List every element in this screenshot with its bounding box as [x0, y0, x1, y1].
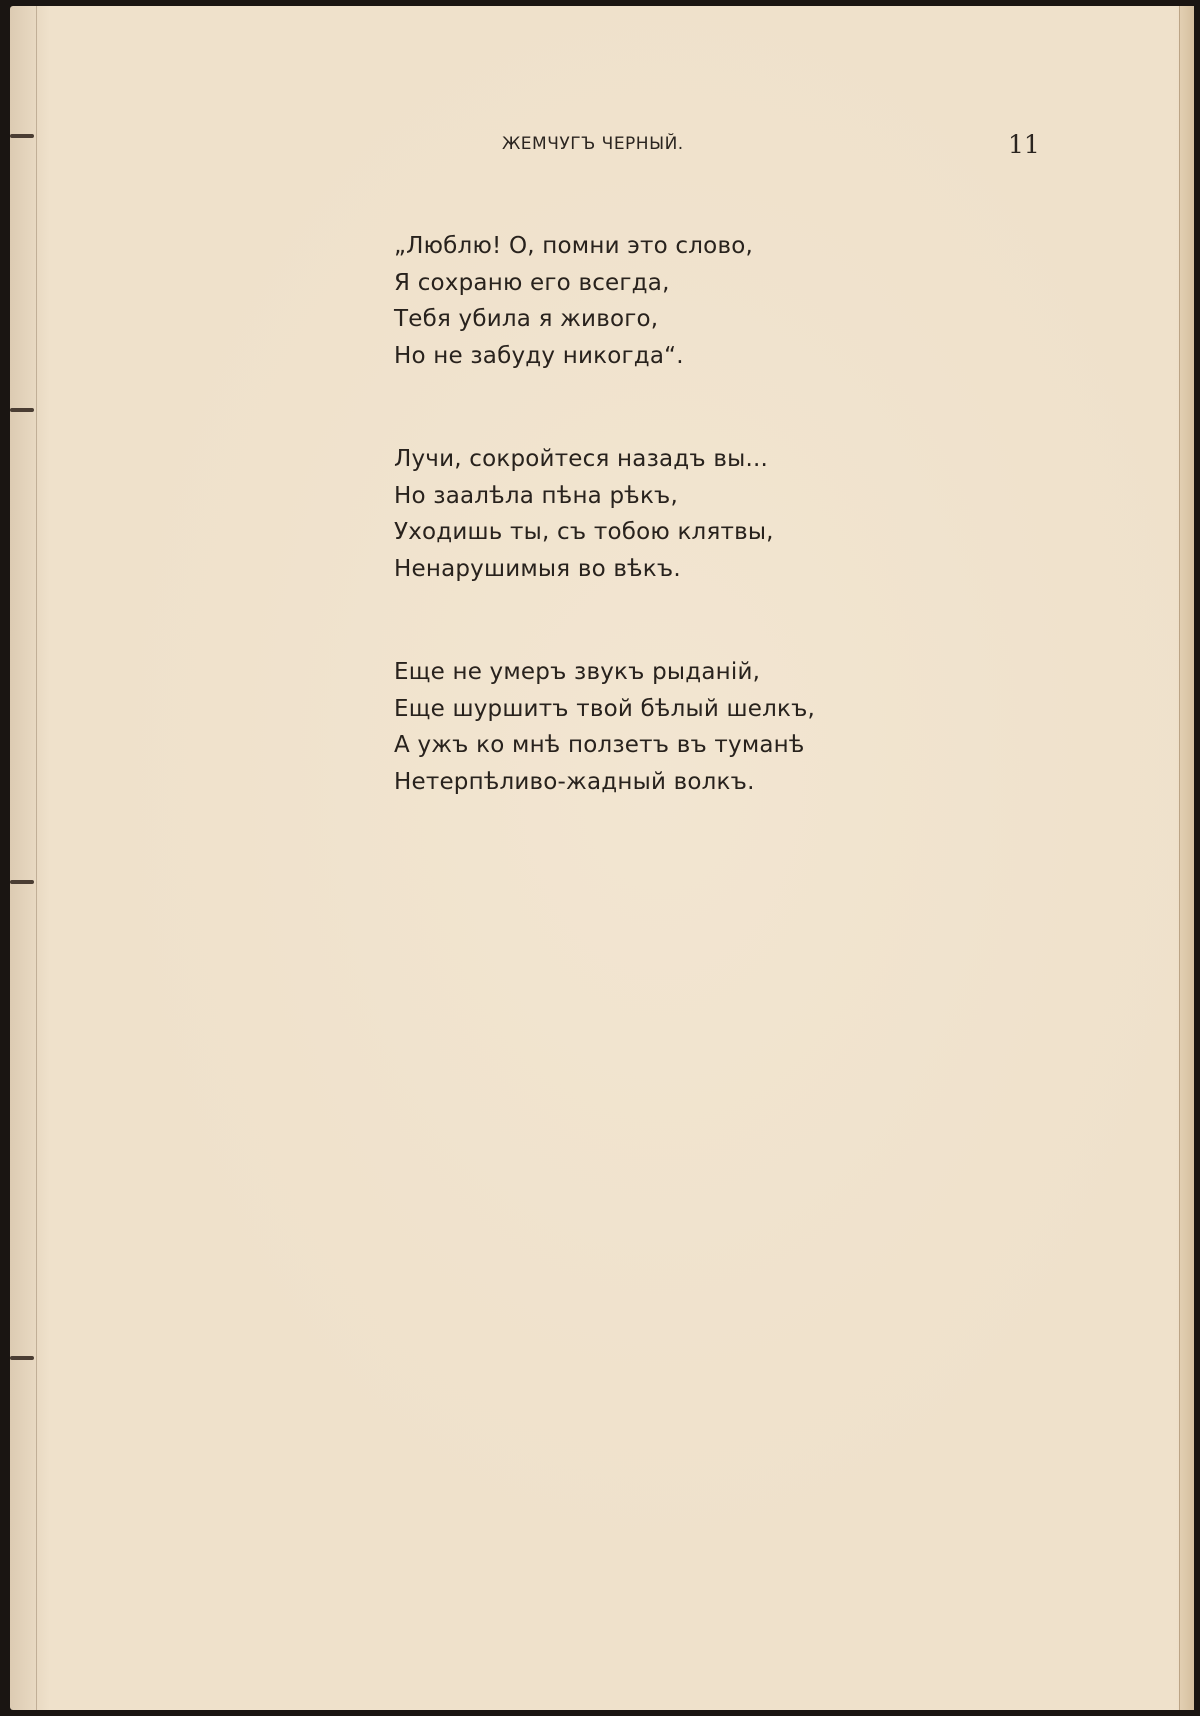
binding-stitch — [10, 880, 34, 884]
verse-line: Еще не умеръ звукъ рыданій, — [394, 659, 761, 685]
page-header — [10, 130, 1194, 164]
binding-spine — [10, 6, 37, 1710]
verse-line: Лучи, сокройтеся назадъ вы... — [394, 446, 769, 472]
stanza — [394, 654, 954, 800]
stanza — [394, 228, 954, 374]
verse-line: Ненарушимыя во вѣкъ. — [394, 555, 681, 582]
verse-line: Но заалѣла пѣна рѣкъ, — [394, 482, 678, 509]
verse-line: Нетерпѣливо-жадный волкъ. — [394, 768, 755, 795]
page-number: 11 — [1008, 130, 1040, 159]
verse-line: А ужъ ко мнѣ ползетъ въ туманѣ — [394, 732, 805, 758]
verse-line: Еще шуршитъ твой бѣлый шелкъ, — [394, 695, 816, 722]
poem — [394, 228, 954, 867]
verse-line: „Люблю! О, помни это слово, — [394, 233, 753, 259]
verse-line: Но не забуду никогда“. — [394, 342, 684, 369]
verse-line: Тебя убила я живого, — [394, 306, 659, 332]
binding-stitch — [10, 408, 34, 412]
running-title: ЖЕМЧУГЪ ЧЕРНЫЙ. — [502, 134, 684, 154]
stanza — [394, 441, 954, 587]
page-edge — [1179, 6, 1194, 1710]
page — [10, 6, 1194, 1710]
verse-line: Я сохраню его всегда, — [394, 269, 670, 296]
binding-stitch — [10, 1356, 34, 1360]
verse-line: Уходишь ты, съ тобою клятвы, — [394, 519, 774, 545]
